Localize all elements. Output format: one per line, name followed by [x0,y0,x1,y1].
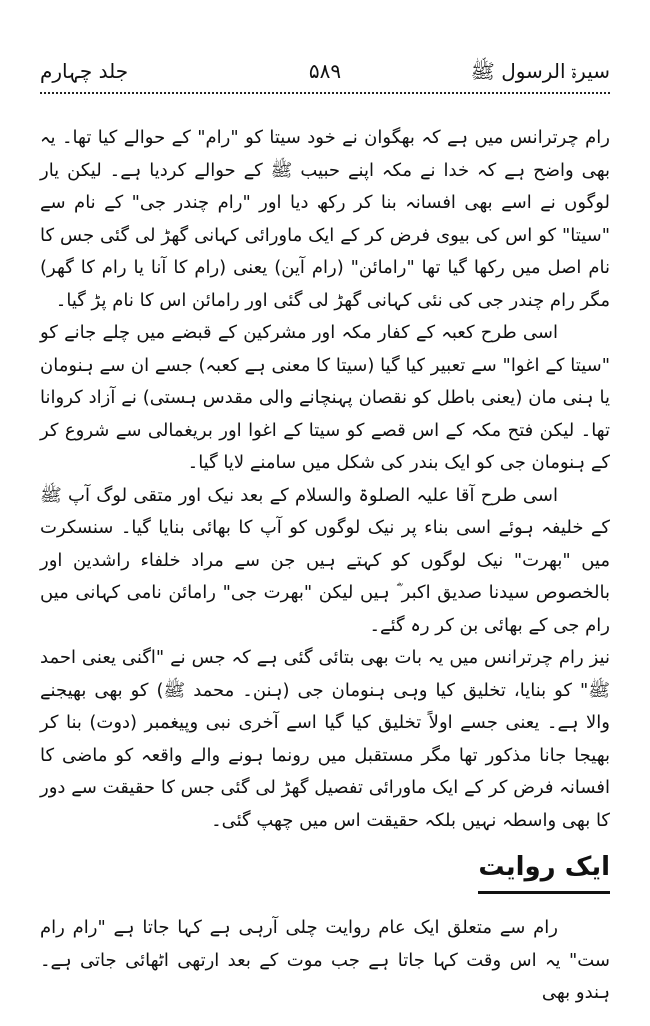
paragraph: نیز رام چرترانس میں یہ بات بھی بتائی گئی ہے کہ جس نے "اگنی یعنی احمد ﷺ" کو بنایا، تخلیق کیا وہی ہنومان جی (ہنن۔ محمد ﷺ) کو بھی بھیجنے والا ہے۔ یعنی جسے اولاً تخلیق کیا گیا اسے آخری نبی وپیغمبر (دوت) بنا کر بھیجا جانا مذکور تھا مگر مستقبل میں رونما ہونے والے واقعہ کو ماضی کا افسانہ فرض کر کے ایک ماورائی تفصیل گھڑ لی گئی جس کا حقیقت سے دور کا بھی واسطہ نہیں بلکہ حقیقت اس میں چھپ گئی۔ [40,647,610,831]
volume-label: جلد چہارم [40,59,129,83]
page-number: ۵۸۹ [308,59,342,83]
header-divider [40,92,610,94]
body-text [40,122,610,837]
section-heading-wrap [40,845,610,894]
paragraph: رام سے متعلق ایک عام روایت چلی آرہی ہے کہا جاتا ہے "رام رام ست" یہ اس وقت کہا جاتا ہے جب موت کے بعد ارتھی اٹھائی جاتی ہے۔ ہندو بھی [40,917,610,1003]
paragraph: اسی طرح کعبہ کے کفار مکہ اور مشرکین کے قبضے میں چلے جانے کو "سیتا کے اغوا" سے تعبیر کیا گیا (سیتا کا معنی ہے کعبہ) جسے ان سے ہنومان یا ہنی مان (یعنی باطل کو نقصان پہنچانے والی مقدس ہستی) نے آزاد کروانا تھا۔ لیکن فتح مکہ کے اس قصے کو سیتا کے اغوا اور بریغمالی سے شروع کر کے ہنومان جی کو ایک بندر کی شکل میں سامنے لایا گیا۔ [40,322,610,473]
section-heading: ایک روایت [478,845,610,894]
paragraph: رام چرترانس میں ہے کہ بھگوان نے خود سیتا کو "رام" کے حوالے کیا تھا۔ یہ بھی واضح ہے کہ خدا نے مکہ اپنے حبیب ﷺ کے حوالے کردیا ہے۔ لیکن یار لوگوں نے اسے بھی افسانہ بنا کر رکھ دیا اور "رام چندر جی" کے نام سے "سیتا" کو اس کی بیوی فرض کر کے ایک ماورائی کہانی گھڑ لی گئی جس کا نام اصل میں رکھا گیا تھا "رامائن" (رام آین) یعنی (رام کا آنا یا رام کا گھر) مگر رام چندر جی کی نئی کہانی گھڑ لی گئی اور رامائن اس کا نام پڑ گیا۔ [40,127,610,311]
paragraph: اسی طرح آقا علیہ الصلوۃ والسلام کے بعد نیک اور متقی لوگ آپ ﷺ کے خلیفہ ہوئے اسی بناء پر نیک لوگوں کو آپ کا بھائی بنایا گیا۔ سنسکرت میں "بھرت" نیک لوگوں کو کہتے ہیں جن سے مراد خلفاء راشدین اور بالخصوص سیدنا صدیق اکبر ؓ ہیں لیکن "بھرت جی" رامائن نامی کہانی میں رام جی کے بھائی بن کر رہ گئے۔ [40,484,610,636]
body-text-continued [40,912,610,1010]
book-title: سیرۃ الرسول ﷺ [470,59,610,83]
page-header [40,56,610,90]
